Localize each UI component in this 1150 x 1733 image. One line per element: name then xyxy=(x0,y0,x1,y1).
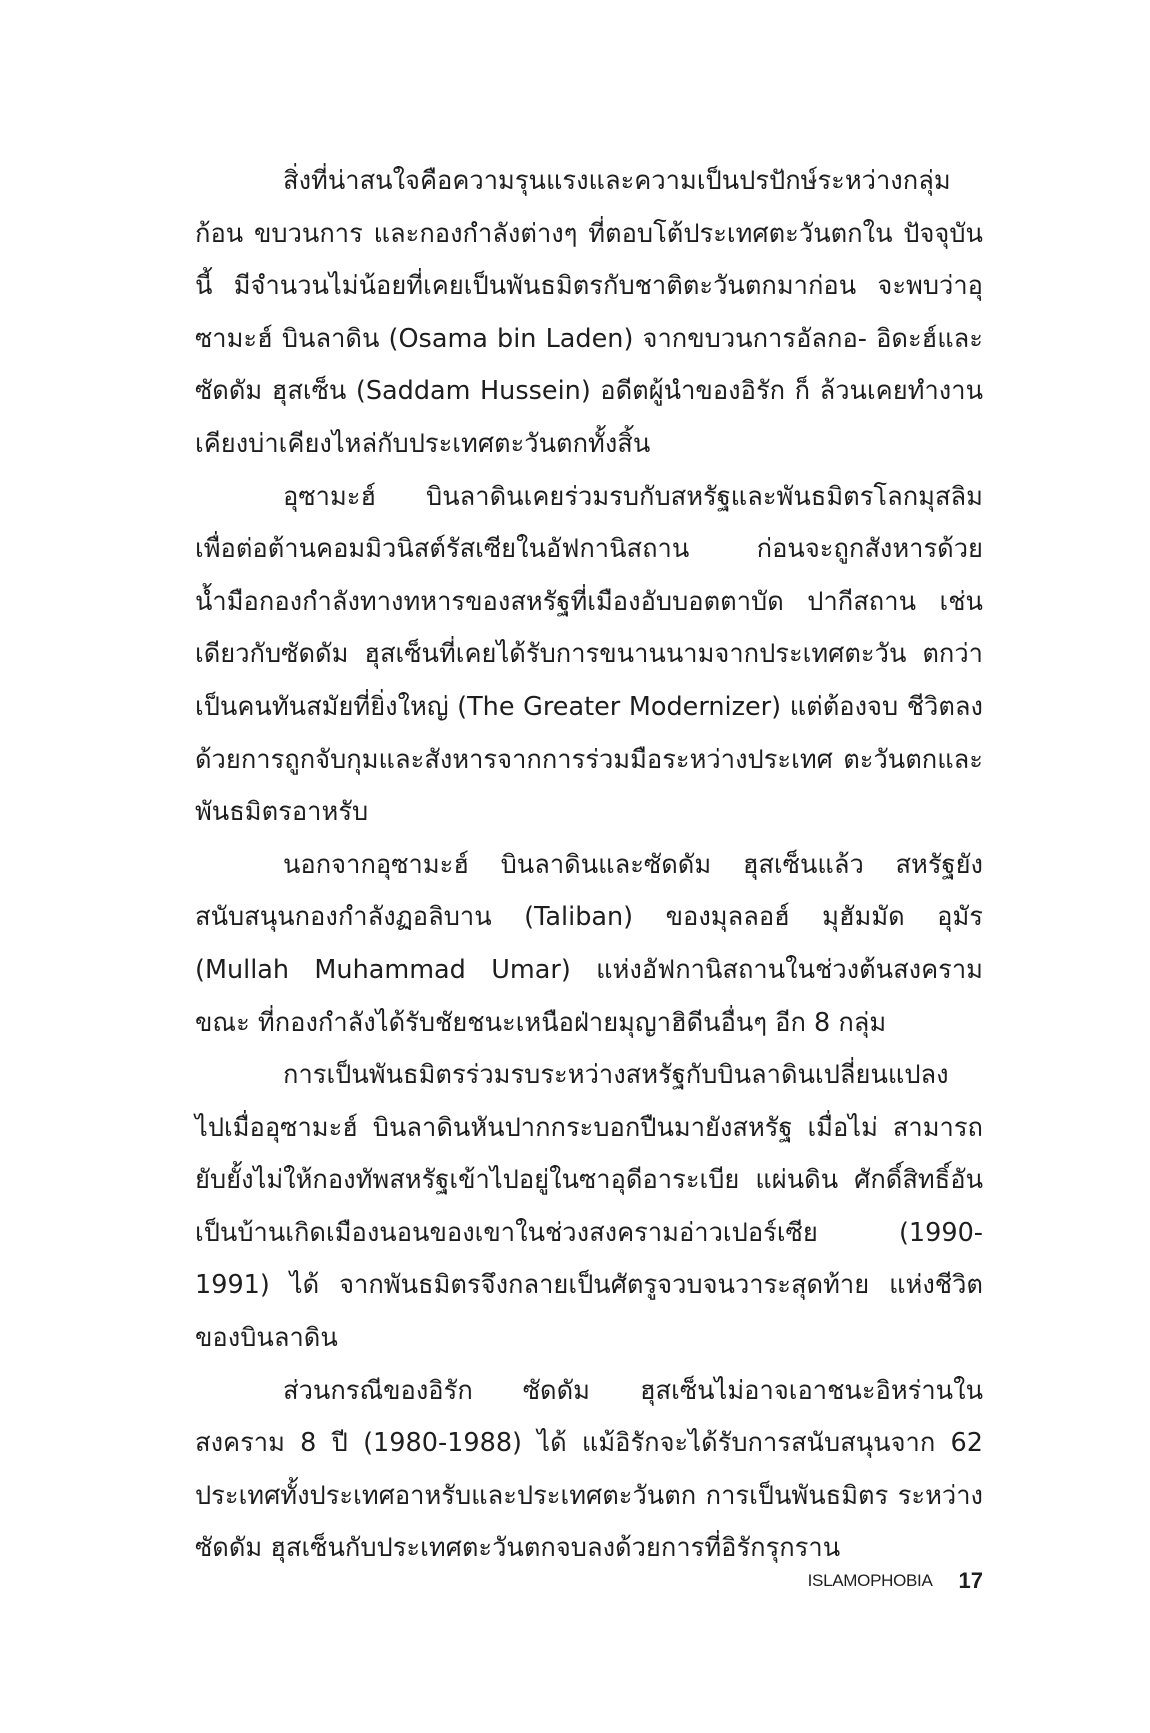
running-title: ISLAMOPHOBIA xyxy=(807,1571,933,1590)
paragraph: นอกจากอุซามะฮ์ บินลาดินและซัดดัม ฮุสเซ็นแล้ว สหรัฐยัง สนับสนุนกองกำลังฏอลิบาน (Taliban) ของมุลลอฮ์ มุฮัมมัด อุมัร (Mullah Muhammad Umar) แห่งอัฟกานิสถานในช่วงต้นสงครามขณะ ที่กองกำลังได้รับชัยชนะเหนือฝ่ายมุญาฮิดีนอื่นๆ อีก 8 กลุ่ม xyxy=(195,849,983,1038)
paragraph: สิ่งที่น่าสนใจคือความรุนแรงและความเป็นปรปักษ์ระหว่างกลุ่ม ก้อน ขบวนการ และกองกำลังต่างๆ ที่ตอบโต้ประเทศตะวันตกใน ปัจจุบันนี้ มีจำนวนไม่น้อยที่เคยเป็นพันธมิตรกับชาติตะวันตกมาก่อน จะพบว่าอุซามะฮ์ บินลาดิน (Osama bin Laden) จากขบวนการอัลกอ- อิดะฮ์และซัดดัม ฮุสเซ็น (Saddam Hussein) อดีตผู้นำของอิรัก ก็ ล้วนเคยทำงานเคียงบ่าเคียงไหล่กับประเทศตะวันตกทั้งสิ้น xyxy=(195,166,983,459)
paragraph: ส่วนกรณีของอิรัก ซัดดัม ฮุสเซ็นไม่อาจเอาชนะอิหร่านใน สงคราม 8 ปี (1980-1988) ได้ แม้อิรักจะได้รับการสนับสนุนจาก 62 ประเทศทั้งประเทศอาหรับและประเทศตะวันตก การเป็นพันธมิตร ระหว่างซัดดัม ฮุสเซ็นกับประเทศตะวันตกจบลงด้วยการที่อิรักรุกราน xyxy=(195,1375,983,1564)
paragraph: การเป็นพันธมิตรร่วมรบระหว่างสหรัฐกับบินลาดินเปลี่ยนแปลง ไปเมื่ออุซามะฮ์ บินลาดินหันปากกระบอกปืนมายังสหรัฐ เมื่อไม่ สามารถยับยั้งไม่ให้กองทัพสหรัฐเข้าไปอยู่ในซาอุดีอาระเบีย แผ่นดิน ศักดิ์สิทธิ์อันเป็นบ้านเกิดเมืองนอนของเขาในช่วงสงครามอ่าวเปอร์เซีย (1990-1991) ได้ จากพันธมิตรจึงกลายเป็นศัตรูจวบจนวาระสุดท้าย แห่งชีวิตของบินลาดิน xyxy=(195,1060,983,1354)
body-text xyxy=(195,155,983,1575)
paragraph: อุซามะฮ์ บินลาดินเคยร่วมรบกับสหรัฐและพันธมิตรโลกมุสลิม เพื่อต่อต้านคอมมิวนิสต์รัสเซียในอัฟกานิสถาน ก่อนจะถูกสังหารด้วย น้ำมือกองกำลังทางทหารของสหรัฐที่เมืองอับบอตตาบัด ปากีสถาน เช่นเดียวกับซัดดัม ฮุสเซ็นที่เคยได้รับการขนานนามจากประเทศตะวัน ตกว่าเป็นคนทันสมัยที่ยิ่งใหญ่ (The Greater Modernizer) แต่ต้องจบ ชีวิตลงด้วยการถูกจับกุมและสังหารจากการร่วมมือระหว่างประเทศ ตะวันตกและพันธมิตรอาหรับ xyxy=(195,481,983,828)
page-number: 17 xyxy=(958,1568,983,1593)
page-footer xyxy=(760,1568,983,1594)
